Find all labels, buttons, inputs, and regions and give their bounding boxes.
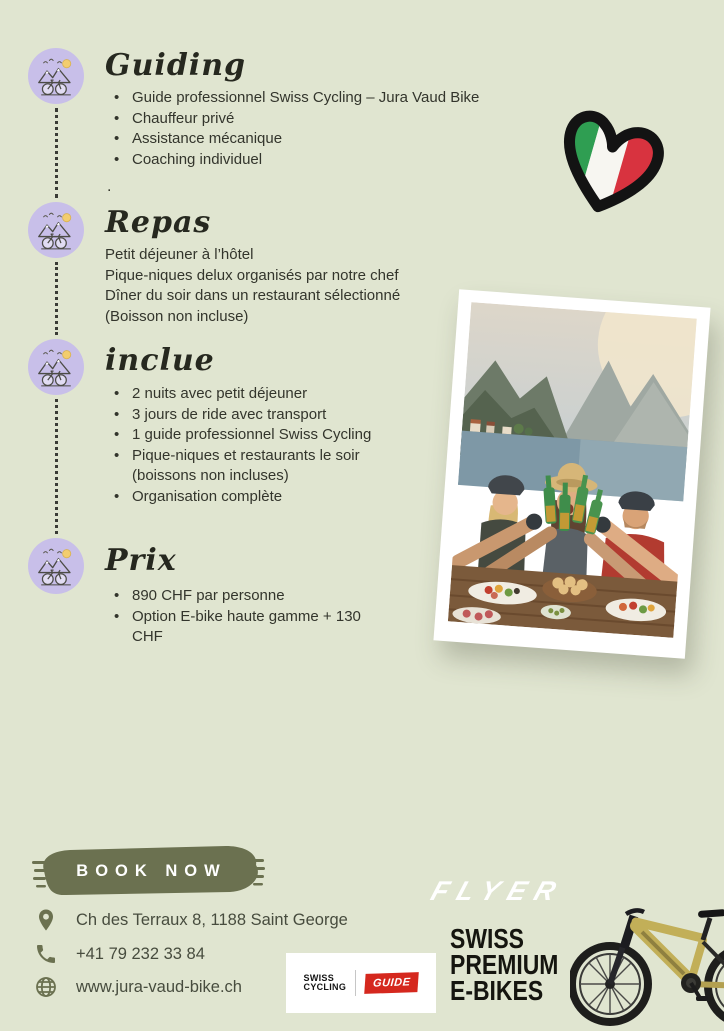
tagline-line: SWISS <box>450 923 524 954</box>
flyer-tagline <box>450 923 559 1006</box>
ebike-image <box>570 886 724 1031</box>
photo-polaroid <box>433 289 710 659</box>
swiss-cycling-guide-logo <box>286 953 436 1013</box>
book-now-label: BOOK NOW <box>76 861 227 880</box>
swiss-cycling-line2: CYCLING <box>303 982 347 992</box>
text-line: (Boisson non incluse) <box>105 307 249 325</box>
website-text: www.jura-vaud-bike.ch <box>76 977 242 996</box>
list-item: • Pique-niques et restaurants le soir (boissons non incluses) <box>108 446 408 487</box>
flyer-logo: FLYER <box>427 876 569 906</box>
book-now-button[interactable] <box>30 841 266 901</box>
list-item: • 2 nuits avec petit déjeuner <box>108 384 408 405</box>
mountain-bike-icon <box>33 53 79 99</box>
phone-icon <box>34 942 58 966</box>
swiss-cycling-wordmark <box>304 974 347 992</box>
list-item: • Coaching individuel <box>108 150 518 171</box>
list-item: • 1 guide professionnel Swiss Cycling <box>108 425 408 446</box>
stray-dot: . <box>107 178 112 195</box>
list-item: • Guide professionnel Swiss Cycling – Jura Vaud Bike <box>108 88 518 109</box>
italian-flag-heart-icon <box>543 93 678 233</box>
list-item: • Organisation complète <box>108 487 408 508</box>
phone-text: +41 79 232 33 84 <box>76 944 205 963</box>
mountain-bike-icon <box>33 207 79 253</box>
timeline-node-repas <box>28 202 84 258</box>
cyclists-toast-photo <box>448 302 697 638</box>
timeline-connector <box>55 108 58 198</box>
text-line: Petit déjeuner à l’hôtel <box>105 246 254 263</box>
timeline-connector <box>55 399 58 534</box>
section-heading-repas: Repas <box>105 205 212 240</box>
timeline-node-prix <box>28 538 84 594</box>
timeline-connector <box>55 262 58 335</box>
mountain-bike-icon <box>33 344 79 390</box>
section-heading-guiding: Guiding <box>105 48 246 83</box>
list-item: • Option E-bike haute gamme + 130 CHF <box>108 607 393 648</box>
address-text: Ch des Terraux 8, 1188 Saint George <box>76 910 348 929</box>
timeline-node-inclue <box>28 339 84 395</box>
section-heading-inclue: inclue <box>105 343 215 378</box>
mountain-bike-icon <box>33 543 79 589</box>
text-line: Dîner du soir dans un restaurant sélectionné <box>105 287 401 304</box>
tagline-line: PREMIUM <box>450 949 559 980</box>
prix-list <box>108 586 393 648</box>
contact-website-row[interactable] <box>34 975 242 999</box>
location-pin-icon <box>34 908 58 932</box>
list-item: • 3 jours de ride avec transport <box>108 405 408 426</box>
timeline-node-guiding <box>28 48 84 104</box>
list-item: • 890 CHF par personne <box>108 586 393 607</box>
text-line: Pique-niques delux organisés par notre chef <box>105 266 399 284</box>
repas-lines <box>105 245 465 327</box>
contact-phone-row[interactable] <box>34 942 205 966</box>
section-heading-prix: Prix <box>105 543 177 578</box>
contact-address-row <box>34 908 348 932</box>
guide-badge: GUIDE <box>364 972 419 994</box>
list-item: • Assistance mécanique <box>108 129 518 150</box>
globe-icon <box>34 975 58 999</box>
guiding-list <box>108 88 518 170</box>
inclue-list <box>108 384 408 507</box>
swiss-cycling-line1: SWISS <box>303 973 335 983</box>
list-item: • Chauffeur privé <box>108 109 518 130</box>
tagline-line: E-BIKES <box>450 975 544 1006</box>
logo-divider <box>355 970 356 996</box>
